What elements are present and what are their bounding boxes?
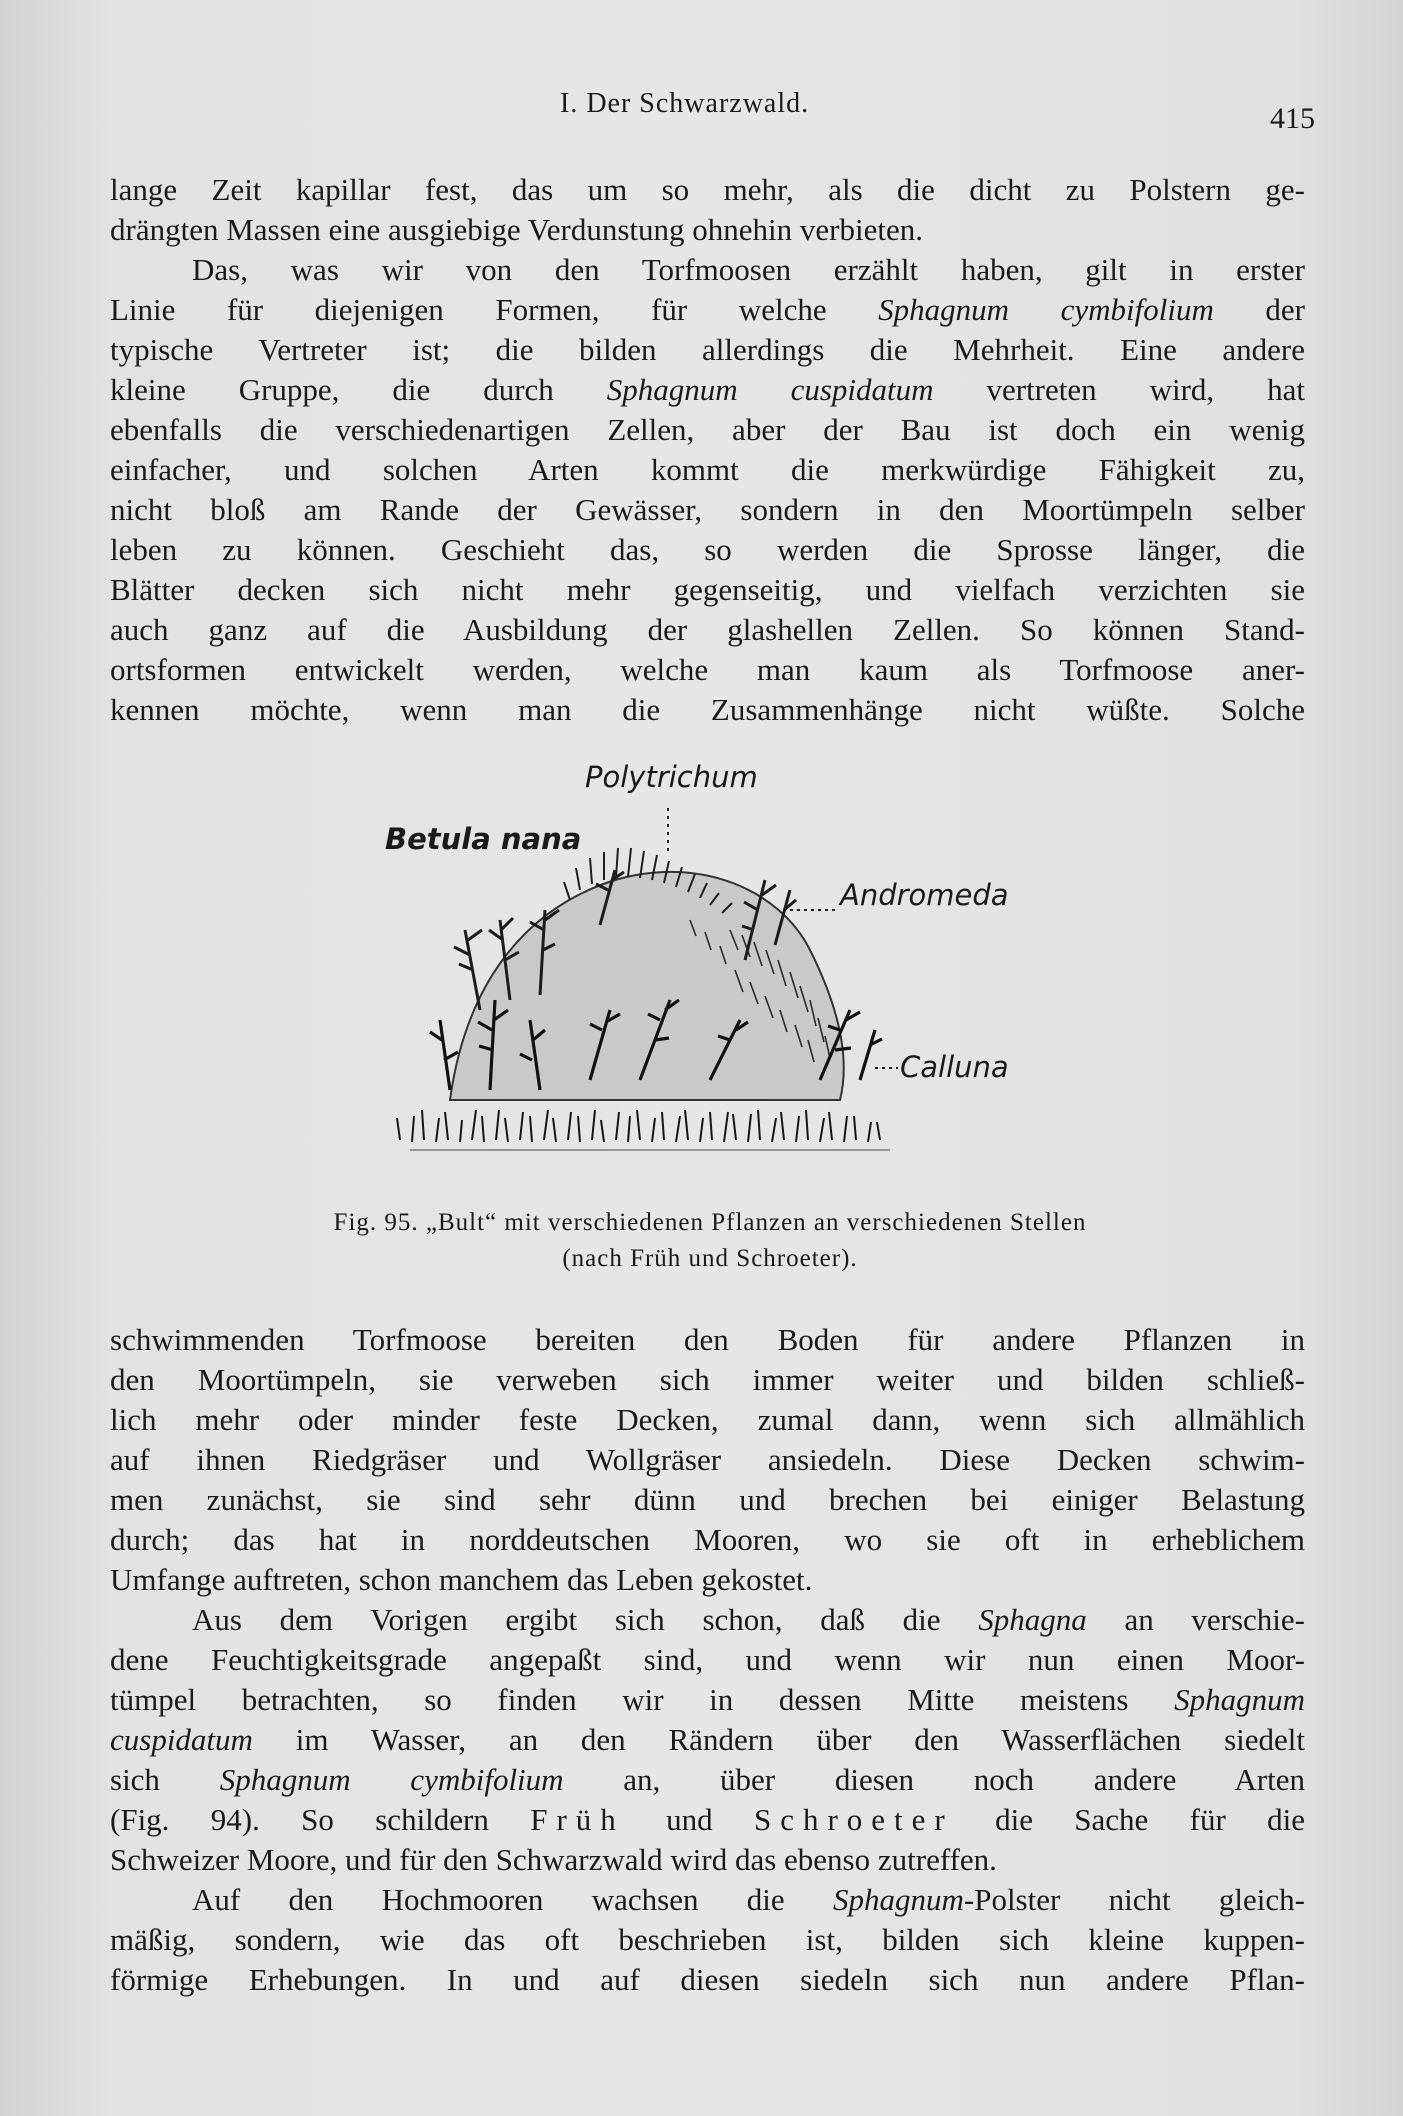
species-name: Sphagnum [1174,1682,1305,1717]
text-line: auf ihnen Riedgräser und Wollgräser ansiedeln. Diese Decken schwim- [110,1442,1305,1477]
text-line: men zunächst, sie sind sehr dünn und brechen bei einiger Belastung [110,1482,1305,1517]
text-line: Umfange auftreten, schon manchem das Leben gekostet. [110,1562,813,1597]
text-line: sich Sphagnum cymbifolium an, über diesen noch andere Arten [110,1762,1305,1797]
text-line: Linie für diejenigen Formen, für welche Sphagnum cymbifolium der [110,292,1306,327]
text-line: leben zu können. Geschieht das, so werden die Sprosse länger, die [110,532,1305,567]
text-line: Blätter decken sich nicht mehr gegenseitig, und vielfach verzichten sie [110,572,1305,607]
text-line: ortsformen entwickelt werden, welche man kaum als Torfmoose aner- [110,652,1305,687]
author-name: Früh [530,1802,625,1837]
species-name: cuspidatum [110,1722,253,1757]
caption-line: Fig. 95. „Bult“ mit verschiedenen Pflanzen an verschiedenen Stellen [333,1209,1087,1236]
text-line: lange Zeit kapillar fest, das um so mehr, als die dicht zu Polstern ge- [110,172,1305,207]
grass-base [397,1110,890,1150]
text-line: schwimmenden Torfmoose bereiten den Boden für andere Pflanzen in [110,1322,1305,1357]
running-title: I. Der Schwarzwald. [560,88,810,119]
species-name: Sphagna [978,1602,1087,1637]
text-line: auch ganz auf die Ausbildung der glashellen Zellen. So können Stand- [110,612,1305,647]
text-line: nicht bloß am Rande der Gewässer, sondern in den Moortümpeln selber [110,492,1305,527]
paragraph-block-top [110,170,1305,730]
paragraph-block-bottom [110,1320,1305,2000]
label-polytrichum: Polytrichum [585,760,758,794]
species-name: Sphagnum cuspidatum [606,372,934,407]
text-line: Schweizer Moore, und für den Schwarzwald wird das ebenso zutreffen. [110,1842,997,1877]
text-line: mäßig, sondern, wie das oft beschrieben ist, bilden sich kleine kuppen- [110,1922,1305,1957]
text-line: kleine Gruppe, die durch Sphagnum cuspidatum vertreten wird, hat [110,372,1305,407]
label-andromeda: Andromeda [840,878,1009,912]
figure-caption [110,1205,1310,1277]
text-line: Auf den Hochmooren wachsen die Sphagnum-Polster nicht gleich- [192,1882,1305,1917]
label-betula-nana: Betula nana [385,822,582,856]
figure-bult [370,760,1050,1180]
text-line: einfacher, und solchen Arten kommt die merkwürdige Fähigkeit zu, [110,452,1305,487]
text-line: Aus dem Vorigen ergibt sich schon, daß die Sphagna an verschie- [192,1602,1305,1637]
author-name: Schroeter [753,1802,954,1837]
label-calluna: Calluna [900,1050,1009,1084]
text-line: dene Feuchtigkeitsgrade angepaßt sind, und wenn wir nun einen Moor- [110,1642,1305,1677]
text-line: tümpel betrachten, so finden wir in dessen Mitte meistens Sphagnum [110,1682,1305,1717]
page-number: 415 [1270,102,1315,135]
text-line: typische Vertreter ist; die bilden allerdings die Mehrheit. Eine andere [110,332,1305,367]
text-line: kennen möchte, wenn man die Zusammenhänge nicht wüßte. Solche [110,692,1305,727]
text-line: ebenfalls die verschiedenartigen Zellen, aber der Bau ist doch ein wenig [110,412,1305,447]
text-line: lich mehr oder minder feste Decken, zumal dann, wenn sich allmählich [110,1402,1305,1437]
text-line: Das, was wir von den Torfmoosen erzählt haben, gilt in erster [192,252,1305,287]
text-line: cuspidatum im Wasser, an den Rändern über den Wasserflächen siedelt [110,1722,1305,1757]
species-name: Sphagnum [832,1882,964,1917]
text-line: den Moortümpeln, sie verweben sich immer weiter und bilden schließ- [110,1362,1305,1397]
text-line: förmige Erhebungen. In und auf diesen siedeln sich nun andere Pflan- [110,1962,1305,1997]
page-header [110,82,1315,135]
text-line: drängten Massen eine ausgiebige Verdunstung ohnehin verbieten. [110,212,923,247]
species-name: Sphagnum cymbifolium [878,292,1214,327]
text-line: (Fig. 94). So schildern Früh und Schroeter die Sache für die [110,1802,1305,1837]
caption-line: (nach Früh und Schroeter). [562,1245,858,1272]
text-line: durch; das hat in norddeutschen Mooren, wo sie oft in erheblichem [110,1522,1305,1557]
bult-illustration [370,760,1050,1180]
species-name: Sphagnum cymbifolium [219,1762,564,1797]
